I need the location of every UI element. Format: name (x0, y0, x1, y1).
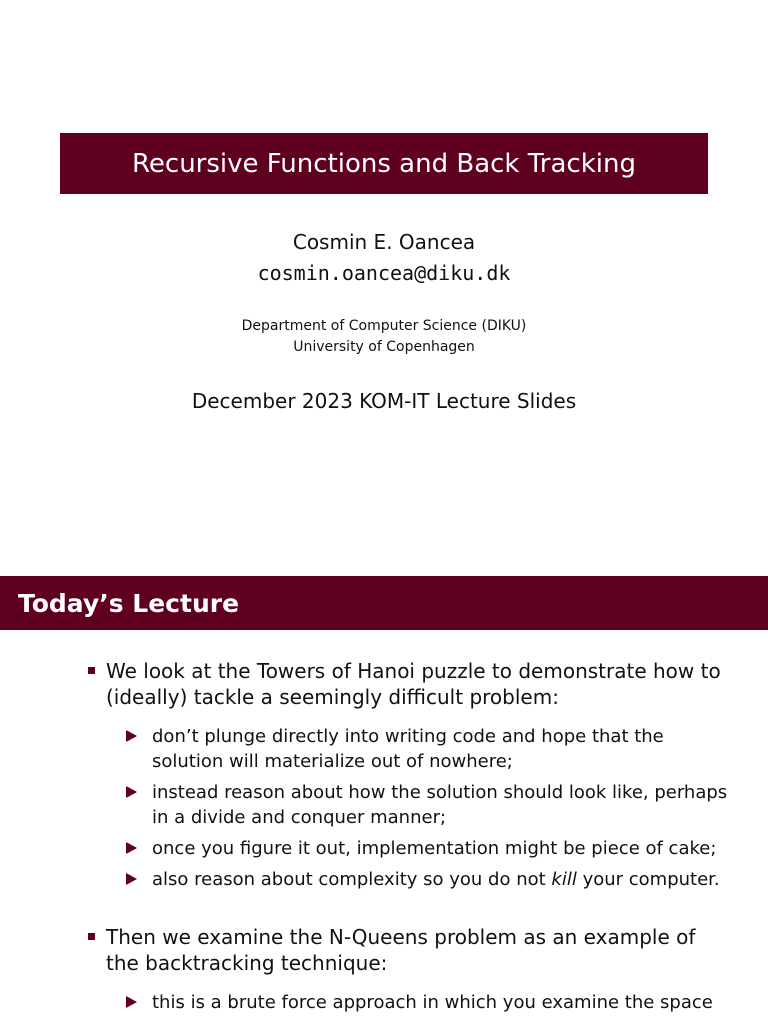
triangle-bullet-icon (126, 842, 137, 854)
title-banner (60, 133, 708, 194)
triangle-bullet-icon (126, 730, 137, 742)
university: University of Copenhagen (293, 339, 475, 355)
bullet-text: Then we examine the N-Queens problem as an example of the backtracking technique: (106, 925, 696, 975)
triangle-bullet-icon (126, 873, 137, 885)
department: Department of Computer Science (DIKU) (241, 318, 527, 334)
text-run: also reason about complexity so you do not (152, 869, 552, 890)
bullet-item (0, 658, 768, 710)
sub-bullet-text: this is a brute force approach in which you examine the space (152, 992, 713, 1013)
sub-bullet-text: once you figure it out, implementation might be piece of cake; (152, 838, 717, 859)
presentation-title: Recursive Functions and Back Tracking (132, 148, 636, 179)
triangle-bullet-icon (126, 996, 137, 1008)
sub-bullet-item (0, 724, 768, 774)
emphasis-text: kill (551, 869, 577, 890)
slide-heading: Today’s Lecture (18, 588, 240, 618)
bullet-text: We look at the Towers of Hanoi puzzle to demonstrate how to (ideally) tackle a seemingly difficult problem: (106, 659, 721, 709)
triangle-bullet-icon (126, 786, 137, 798)
text-run: your computer. (576, 869, 720, 890)
author-email: cosmin.oancea@diku.dk (257, 261, 511, 285)
sub-bullet-text: don’t plunge directly into writing code and hope that the solution will materialize out of nowhere; (152, 726, 664, 772)
bullet-item (0, 924, 768, 976)
date-line: December 2023 KOM-IT Lecture Slides (191, 389, 577, 413)
slide-header (0, 576, 768, 630)
sub-bullet-item (0, 780, 768, 830)
sub-bullet-item (0, 990, 768, 1015)
bullet-list (0, 658, 768, 1021)
square-bullet-icon (88, 933, 95, 940)
author-name: Cosmin E. Oancea (292, 230, 476, 254)
lecture-slide (0, 576, 768, 1024)
square-bullet-icon (88, 667, 95, 674)
sub-bullet-text (152, 869, 720, 890)
sub-bullet-item (0, 867, 768, 892)
sub-bullet-item (0, 836, 768, 861)
sub-bullet-text: instead reason about how the solution should look like, perhaps in a divide and conquer manner; (152, 782, 728, 828)
